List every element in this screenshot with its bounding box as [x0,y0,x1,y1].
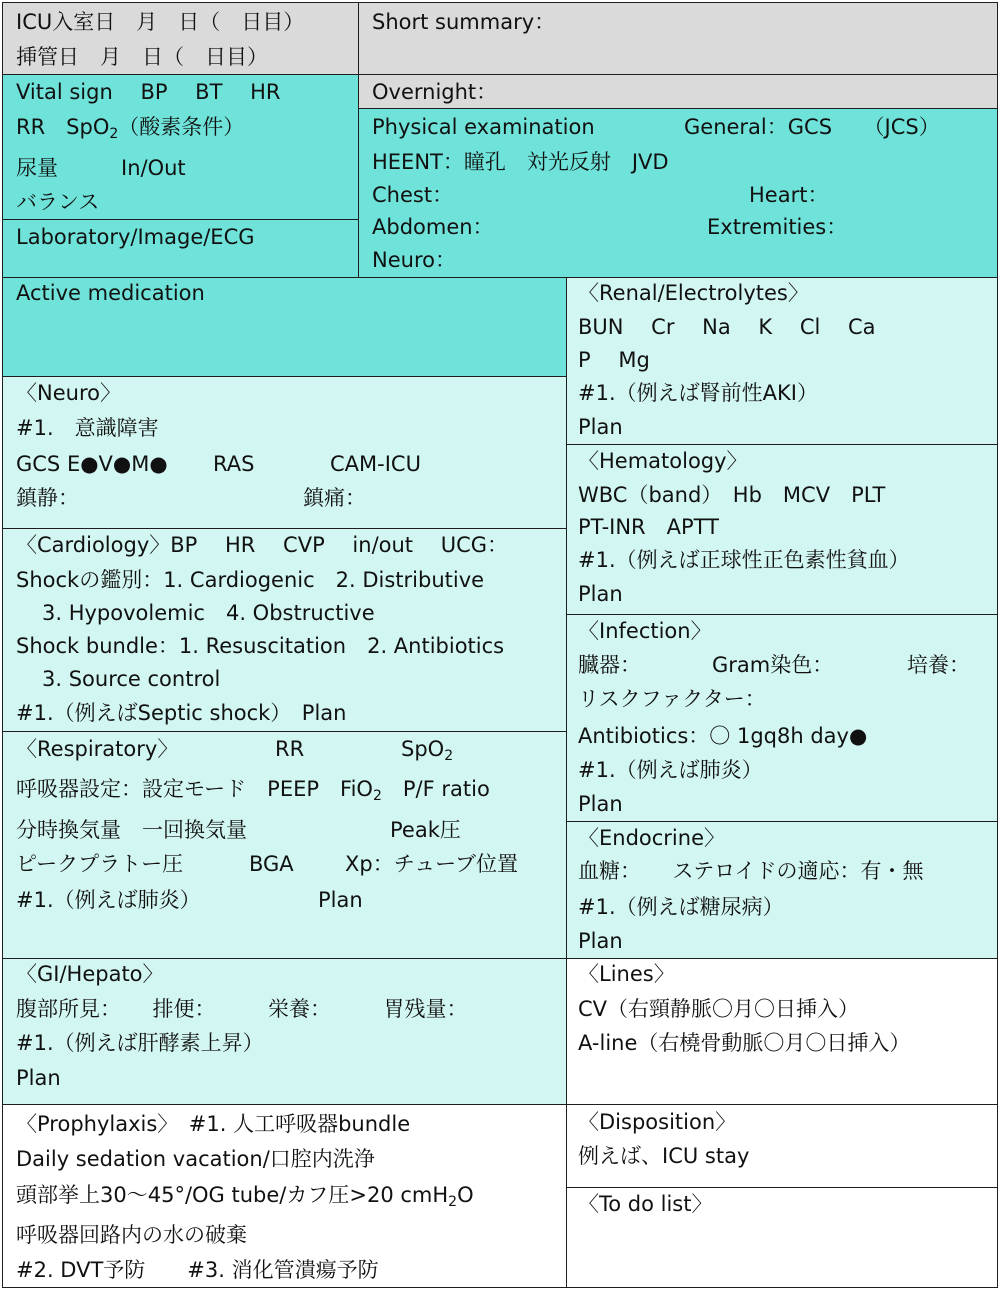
shock-bundle: Shock bundle：1. Resuscitation 2. Antibiotics [16,634,505,658]
short-summary-label: Short summary： [372,10,556,34]
respiratory-plan: Plan [318,888,363,912]
ventilator-settings [16,776,490,802]
cardiology-problem: #1.（例えばSeptic shock） Plan [16,701,347,725]
cbc-line: WBC（band） Hb MCV PLT [578,483,886,507]
gi-problem: #1.（例えば肝酵素上昇） [16,1031,264,1055]
renal-title: 〈Renal/Electrolytes〉 [578,281,809,305]
lines-title: 〈Lines〉 [578,962,675,986]
hematology-plan: Plan [578,582,623,606]
circuit-water: 呼吸器回路内の水の破棄 [16,1223,247,1247]
cardiology-box [2,528,567,732]
overnight-label: Overnight： [372,80,498,104]
culture-label: 培養： [907,653,970,677]
bga-label: BGA [249,852,294,876]
head-elevation [16,1182,474,1208]
disposition-example: 例えば、ICU stay [578,1144,750,1168]
electrolytes-line: BUN Cr Na K Cl Ca [578,315,876,339]
abdomen-label: Abdomen： [372,215,494,239]
infection-plan: Plan [578,792,623,816]
endocrine-plan: Plan [578,929,623,953]
renal-problem: #1.（例えば腎前性AKI） [578,381,818,405]
icu-admission-date: ICU入室日 月 日（ 日目） [16,10,305,34]
oxygen-condition: （酸素条件） [118,115,245,139]
renal-box [566,277,998,445]
physical-exam-title: Physical examination [372,115,595,139]
minute-tidal-volume: 分時換気量 一回換気量 [16,818,247,842]
neuro-exam-label: Neuro： [372,248,456,272]
heent-line: HEENT：瞳孔 対光反射 JVD [372,150,669,174]
renal-plan: Plan [578,415,623,439]
respiratory-problem: #1.（例えば肺炎） [16,888,201,912]
hematology-problem: #1.（例えば正球性正色素性貧血） [578,548,910,572]
gi-plan: Plan [16,1066,61,1090]
extremities-label: Extremities： [707,215,848,239]
respiratory-box [2,731,567,959]
dvt-ulcer-prophylaxis: #2. DVT予防 #3. 消化管潰瘍予防 [16,1258,379,1282]
sedation-vacation: Daily sedation vacation/口腔内洗浄 [16,1147,375,1171]
antibiotics-line: Antibiotics：〇 1gq8h day● [578,724,868,748]
spo2-subscript: 2 [444,748,454,764]
tube-position: Xp：チューブ位置 [345,852,519,876]
glucose-steroid-line: 血糖： ステロイドの適応：有・無 [578,859,924,883]
prophylaxis-box [2,1104,567,1288]
todo-box [566,1187,998,1288]
cv-line: CV（右頸静脈〇月〇日挿入） [578,997,860,1021]
shock-differential: Shockの鑑別：1. Cardiogenic 2. Distributive [16,568,485,592]
fio2-subscript: 2 [372,788,382,804]
infection-box [566,614,998,822]
intubation-date: 挿管日 月 日（ 日目） [16,45,268,69]
infection-title: 〈Infection〉 [578,619,712,643]
endocrine-title: 〈Endocrine〉 [578,826,725,850]
prophylaxis-title: 〈Prophylaxis〉 #1. 人工呼吸器bundle [16,1112,411,1136]
plateau-pressure: ピークプラトー圧 [16,852,184,876]
neuro-problem: #1. 意識障害 [16,416,159,440]
p-mg-line: P Mg [578,348,650,372]
overnight-box [358,74,998,109]
risk-factor-label: リスクファクター： [578,687,766,711]
peak-pressure: Peak圧 [390,818,461,842]
head-elevation-text: 頭部挙上30〜45°/OG tube/カフ圧>20 cmH [16,1183,449,1207]
gi-title: 〈GI/Hepato〉 [16,962,164,986]
spo2-text: SpO [401,737,445,761]
ventilator-settings-text: 呼吸器設定：設定モード PEEP FiO [16,777,373,801]
respiratory-title: 〈Respiratory〉 [16,737,179,761]
laboratory-label: Laboratory/Image/ECG [16,225,255,249]
rr-label: RR [275,737,305,761]
active-medication-label: Active medication [16,281,205,305]
shock-differential-cont: 3. Hypovolemic 4. Obstructive [42,601,375,625]
gcs-score: GCS E●V●M● [16,452,168,476]
pf-ratio-text: P/F ratio [381,777,490,801]
spo2-subscript: 2 [109,126,119,142]
rr-spo2-line [16,114,244,140]
cardiology-title: 〈Cardiology〉BP HR CVP in/out UCG： [16,533,509,557]
h2o-subscript: 2 [448,1194,458,1210]
hematology-title: 〈Hematology〉 [578,449,748,473]
general-gcs: General：GCS （JCS） [684,115,940,139]
physical-exam-box [358,108,998,278]
vital-sign-box [2,74,360,220]
coag-line: PT-INR APTT [578,515,719,539]
neuro-box [2,376,567,529]
vital-sign-line: Vital sign BP BT HR [16,80,281,104]
short-summary-box [358,2,998,75]
sedation-label: 鎮静： [16,486,79,510]
cam-icu-label: CAM-ICU [330,452,421,476]
neuro-title: 〈Neuro〉 [16,381,121,405]
disposition-box [566,1104,998,1188]
rr-spo2-text: RR SpO [16,115,110,139]
todo-title: 〈To do list〉 [578,1192,713,1216]
a-line: A-line（右橈骨動脈〇月〇日挿入） [578,1031,911,1055]
lines-box [566,958,998,1105]
chest-label: Chest： [372,183,454,207]
shock-bundle-cont: 3. Source control [42,667,221,691]
gi-findings: 腹部所見： 排便： 栄養： 胃残量： [16,997,468,1021]
h2o-suffix: O [457,1183,474,1207]
admission-box [2,2,360,75]
heart-label: Heart： [749,183,829,207]
spo2-label [401,736,453,762]
balance-line: バランス [16,190,100,214]
gi-hepato-box [2,958,567,1105]
endocrine-problem: #1.（例えば糖尿病） [578,895,784,919]
urine-inout-line: 尿量 In/Out [16,156,186,180]
active-medication-box [2,277,567,377]
gram-stain-label: Gram染色： [712,653,834,677]
endocrine-box [566,821,998,959]
analgesia-label: 鎮痛： [303,486,366,510]
organ-label: 臓器： [578,653,641,677]
ras-label: RAS [213,452,255,476]
disposition-title: 〈Disposition〉 [578,1110,737,1134]
laboratory-box [2,219,360,278]
infection-problem: #1.（例えば肺炎） [578,758,763,782]
hematology-box [566,444,998,615]
